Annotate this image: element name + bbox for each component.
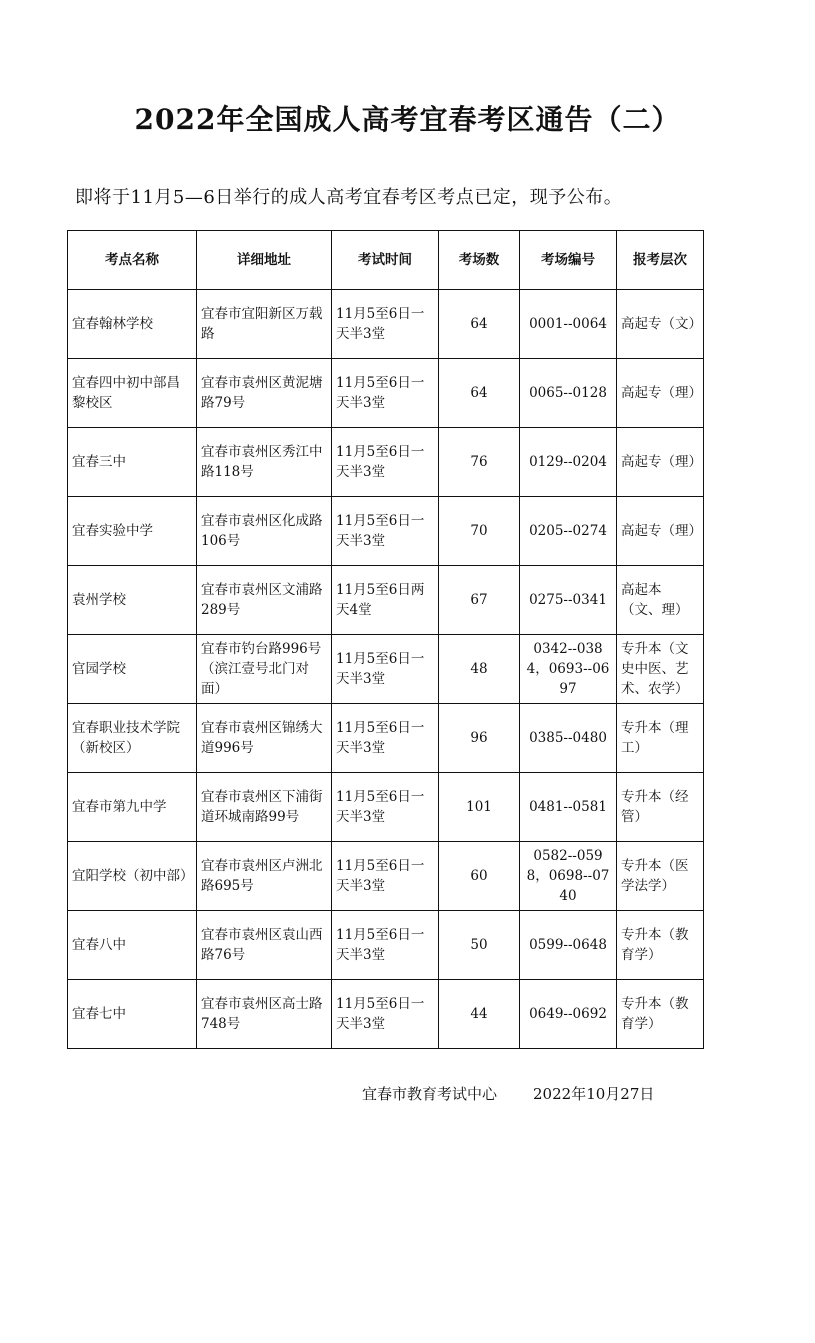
exam-time: 11月5至6日两天4堂 [332, 566, 439, 635]
site-address: 宜春市袁州区锦绣大道996号 [197, 704, 332, 773]
site-address: 宜春市袁州区文浦路289号 [197, 566, 332, 635]
exam-level: 高起专（文） [617, 290, 704, 359]
room-count: 48 [439, 635, 520, 704]
site-address: 宜春市钓台路996号（滨江壹号北门对面） [197, 635, 332, 704]
site-address: 宜春市袁州区卢洲北路695号 [197, 842, 332, 911]
site-address: 宜春市袁州区高士路748号 [197, 980, 332, 1049]
exam-level: 专升本（教育学） [617, 980, 704, 1049]
site-name: 宜春职业技术学院（新校区） [68, 704, 197, 773]
exam-time: 11月5至6日一天半3堂 [332, 704, 439, 773]
site-name: 宜春七中 [68, 980, 197, 1049]
header-address: 详细地址 [197, 231, 332, 290]
issuing-organization: 宜春市教育考试中心 [362, 1085, 498, 1103]
room-code: 0649--0692 [520, 980, 617, 1049]
site-name: 宜春八中 [68, 911, 197, 980]
site-name: 宜阳学校（初中部） [68, 842, 197, 911]
signature-line [362, 1083, 654, 1104]
exam-time: 11月5至6日一天半3堂 [332, 359, 439, 428]
site-address: 宜春市袁州区化成路106号 [197, 497, 332, 566]
table-row [68, 566, 704, 635]
room-count: 64 [439, 290, 520, 359]
table-header-row [68, 231, 704, 290]
site-name: 袁州学校 [68, 566, 197, 635]
site-name: 宜春翰林学校 [68, 290, 197, 359]
exam-time: 11月5至6日一天半3堂 [332, 911, 439, 980]
room-code: 0275--0341 [520, 566, 617, 635]
room-code: 0385--0480 [520, 704, 617, 773]
room-count: 60 [439, 842, 520, 911]
exam-level: 专升本（教育学） [617, 911, 704, 980]
site-address: 宜春市袁州区秀江中路118号 [197, 428, 332, 497]
room-count: 70 [439, 497, 520, 566]
room-count: 44 [439, 980, 520, 1049]
room-count: 64 [439, 359, 520, 428]
table-row [68, 911, 704, 980]
room-code: 0342--0384，0693--0697 [520, 635, 617, 704]
room-count: 67 [439, 566, 520, 635]
room-code: 0065--0128 [520, 359, 617, 428]
exam-level: 高起本（文、理） [617, 566, 704, 635]
room-code: 0205--0274 [520, 497, 617, 566]
intro-text: 即将于11月5—6日举行的成人高考宜春考区考点已定，现予公布。 [75, 187, 623, 208]
header-exam-time: 考试时间 [332, 231, 439, 290]
site-name: 宜春实验中学 [68, 497, 197, 566]
exam-level: 专升本（经管） [617, 773, 704, 842]
site-address: 宜春市袁州区下浦街道环城南路99号 [197, 773, 332, 842]
table-row [68, 704, 704, 773]
room-code: 0599--0648 [520, 911, 617, 980]
table-row [68, 980, 704, 1049]
room-count: 50 [439, 911, 520, 980]
header-room-code: 考场编号 [520, 231, 617, 290]
room-code: 0129--0204 [520, 428, 617, 497]
exam-level: 专升本（文史中医、艺术、农学） [617, 635, 704, 704]
site-name: 宜春四中初中部昌黎校区 [68, 359, 197, 428]
exam-time: 11月5至6日一天半3堂 [332, 980, 439, 1049]
header-site-name: 考点名称 [68, 231, 197, 290]
room-code: 0001--0064 [520, 290, 617, 359]
exam-level: 专升本（理工） [617, 704, 704, 773]
site-name: 宜春三中 [68, 428, 197, 497]
exam-level: 高起专（理） [617, 497, 704, 566]
room-code: 0582--0598，0698--0740 [520, 842, 617, 911]
exam-site-table [67, 230, 704, 1049]
page-title: 2022年全国成人高考宜春考区通告（二） [134, 103, 681, 136]
exam-time: 11月5至6日一天半3堂 [332, 497, 439, 566]
exam-time: 11月5至6日一天半3堂 [332, 428, 439, 497]
room-count: 76 [439, 428, 520, 497]
exam-time: 11月5至6日一天半3堂 [332, 290, 439, 359]
site-address: 宜春市袁州区袁山西路76号 [197, 911, 332, 980]
exam-time: 11月5至6日一天半3堂 [332, 842, 439, 911]
site-name: 官园学校 [68, 635, 197, 704]
room-count: 96 [439, 704, 520, 773]
exam-level: 专升本（医学法学） [617, 842, 704, 911]
exam-time: 11月5至6日一天半3堂 [332, 635, 439, 704]
site-address: 宜春市宜阳新区万载路 [197, 290, 332, 359]
exam-level: 高起专（理） [617, 359, 704, 428]
site-name: 宜春市第九中学 [68, 773, 197, 842]
header-room-count: 考场数 [439, 231, 520, 290]
issue-date: 2022年10月27日 [533, 1085, 655, 1103]
room-code: 0481--0581 [520, 773, 617, 842]
table-row [68, 428, 704, 497]
header-level: 报考层次 [617, 231, 704, 290]
table-row [68, 773, 704, 842]
room-count: 101 [439, 773, 520, 842]
exam-level: 高起专（理） [617, 428, 704, 497]
table-row [68, 635, 704, 704]
table-row [68, 290, 704, 359]
exam-time: 11月5至6日一天半3堂 [332, 773, 439, 842]
table-row [68, 842, 704, 911]
site-address: 宜春市袁州区黄泥塘路79号 [197, 359, 332, 428]
table-row [68, 497, 704, 566]
table-row [68, 359, 704, 428]
